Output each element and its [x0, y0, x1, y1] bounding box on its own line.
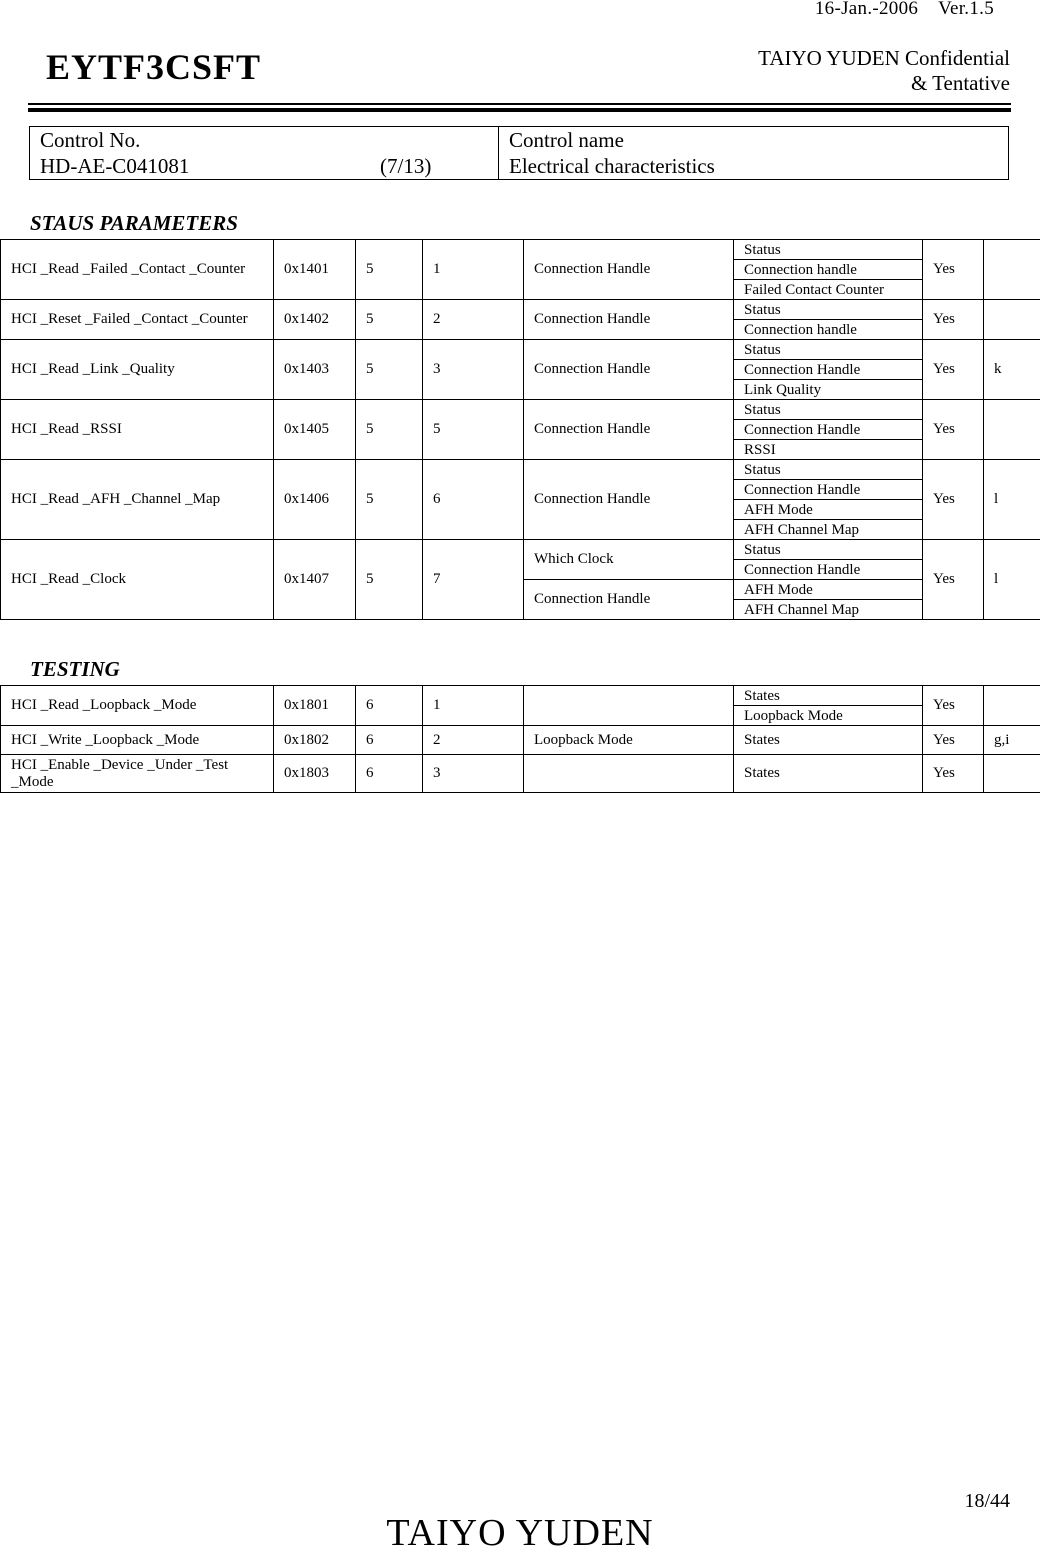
param-cell: Connection Handle	[524, 240, 734, 300]
return-cell: Connection handle	[734, 260, 923, 280]
note-cell	[984, 400, 1040, 460]
note-cell: l	[984, 460, 1040, 540]
num-cell: 2	[423, 726, 524, 755]
command-cell: HCI _Write _Loopback _Mode	[1, 726, 274, 755]
return-cell: Status	[734, 400, 923, 420]
ogf-cell: 5	[356, 540, 423, 620]
ocf-cell: 0x1803	[274, 755, 356, 793]
param-cell: Loopback Mode	[524, 726, 734, 755]
param-cell	[524, 755, 734, 793]
control-table	[29, 126, 1009, 180]
ogf-cell: 6	[356, 686, 423, 726]
confidential-notice	[758, 46, 1010, 96]
ocf-cell: 0x1401	[274, 240, 356, 300]
section-title-status: STAUS PARAMETERS	[30, 211, 238, 236]
model-title: EYTF3CSFT	[46, 46, 261, 88]
return-cell: Connection Handle	[734, 360, 923, 380]
note-cell: k	[984, 340, 1040, 400]
ocf-cell: 0x1405	[274, 400, 356, 460]
return-cell: Status	[734, 460, 923, 480]
command-cell: HCI _Read _AFH _Channel _Map	[1, 460, 274, 540]
supported-cell: Yes	[923, 686, 984, 726]
return-cell: Link Quality	[734, 380, 923, 400]
return-cell: AFH Channel Map	[734, 520, 923, 540]
ocf-cell: 0x1801	[274, 686, 356, 726]
confidential-line-2: & Tentative	[758, 71, 1010, 96]
supported-cell: Yes	[923, 540, 984, 620]
header-rule-thick	[28, 108, 1011, 112]
date-version: 16-Jan.-2006 Ver.1.5	[815, 0, 994, 20]
note-cell	[984, 686, 1040, 726]
ogf-cell: 6	[356, 726, 423, 755]
supported-cell: Yes	[923, 460, 984, 540]
ocf-cell: 0x1407	[274, 540, 356, 620]
command-cell: HCI _Read _Loopback _Mode	[1, 686, 274, 726]
num-cell: 3	[423, 755, 524, 793]
note-cell	[984, 755, 1040, 793]
return-cell: Connection Handle	[734, 420, 923, 440]
control-name-label: Control name	[509, 127, 998, 153]
ocf-cell: 0x1406	[274, 460, 356, 540]
param-cell: Which Clock	[524, 540, 734, 580]
ogf-cell: 5	[356, 400, 423, 460]
return-cell: AFH Mode	[734, 580, 923, 600]
ogf-cell: 6	[356, 755, 423, 793]
return-cell: Status	[734, 340, 923, 360]
return-cell: Loopback Mode	[734, 706, 923, 726]
num-cell: 5	[423, 400, 524, 460]
ogf-cell: 5	[356, 300, 423, 340]
param-cell: Connection Handle	[524, 340, 734, 400]
ocf-cell: 0x1802	[274, 726, 356, 755]
footer-company: TAIYO YUDEN	[0, 1511, 1040, 1555]
control-no-cell	[30, 127, 499, 180]
command-cell: HCI _Read _Clock	[1, 540, 274, 620]
num-cell: 7	[423, 540, 524, 620]
return-cell: AFH Channel Map	[734, 600, 923, 620]
return-cell: Connection Handle	[734, 560, 923, 580]
param-cell	[524, 686, 734, 726]
ogf-cell: 5	[356, 240, 423, 300]
command-cell: HCI _Enable _Device _Under _Test _Mode	[1, 755, 274, 793]
command-cell: HCI _Read _Link _Quality	[1, 340, 274, 400]
note-cell: l	[984, 540, 1040, 620]
return-cell: Status	[734, 300, 923, 320]
control-no-label: Control No.	[40, 127, 488, 153]
supported-cell: Yes	[923, 240, 984, 300]
control-name-value: Electrical characteristics	[509, 153, 998, 179]
ogf-cell: 5	[356, 340, 423, 400]
return-cell: AFH Mode	[734, 500, 923, 520]
num-cell: 1	[423, 240, 524, 300]
control-no-line	[40, 153, 488, 179]
supported-cell: Yes	[923, 726, 984, 755]
ogf-cell: 5	[356, 460, 423, 540]
param-cell: Connection Handle	[524, 400, 734, 460]
return-cell: RSSI	[734, 440, 923, 460]
return-cell: States	[734, 726, 923, 755]
return-cell: Status	[734, 540, 923, 560]
supported-cell: Yes	[923, 400, 984, 460]
control-page-fraction: (7/13)	[380, 153, 431, 179]
supported-cell: Yes	[923, 300, 984, 340]
param-cell: Connection Handle	[524, 300, 734, 340]
num-cell: 1	[423, 686, 524, 726]
control-name-cell	[499, 127, 1009, 180]
return-cell: Failed Contact Counter	[734, 280, 923, 300]
command-cell: HCI _Reset _Failed _Contact _Counter	[1, 300, 274, 340]
ocf-cell: 0x1403	[274, 340, 356, 400]
status-parameters-table	[0, 239, 1040, 620]
param-cell: Connection Handle	[524, 460, 734, 540]
num-cell: 6	[423, 460, 524, 540]
section-title-testing: TESTING	[30, 657, 120, 682]
return-cell: States	[734, 755, 923, 793]
supported-cell: Yes	[923, 340, 984, 400]
num-cell: 2	[423, 300, 524, 340]
command-cell: HCI _Read _RSSI	[1, 400, 274, 460]
header-rule-thin	[28, 103, 1011, 105]
return-cell: Connection handle	[734, 320, 923, 340]
num-cell: 3	[423, 340, 524, 400]
return-cell: Connection Handle	[734, 480, 923, 500]
note-cell: g,i	[984, 726, 1040, 755]
testing-table	[0, 685, 1040, 793]
control-no-value: HD-AE-C041081	[40, 154, 189, 178]
confidential-line-1: TAIYO YUDEN Confidential	[758, 46, 1010, 71]
note-cell	[984, 240, 1040, 300]
param-cell: Connection Handle	[524, 580, 734, 620]
return-cell: Status	[734, 240, 923, 260]
ocf-cell: 0x1402	[274, 300, 356, 340]
page-number: 18/44	[964, 1490, 1010, 1513]
supported-cell: Yes	[923, 755, 984, 793]
note-cell	[984, 300, 1040, 340]
command-cell: HCI _Read _Failed _Contact _Counter	[1, 240, 274, 300]
return-cell: States	[734, 686, 923, 706]
